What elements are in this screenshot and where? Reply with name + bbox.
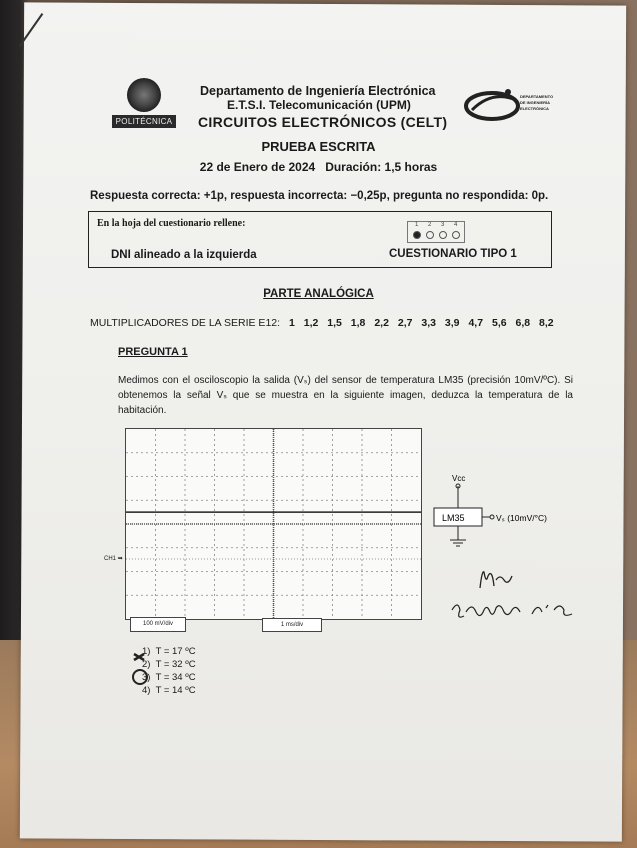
question-text: Medimos con el osciloscopio la salida (Vₛ) del sensor de temperatura LM35 (precisión 10mV/ºC). Si obtenemos la señal Vₛ que se muestra en la siguiente imagen, deduzca la temperatura de la habitación. xyxy=(118,375,573,416)
lm35-circuit xyxy=(428,470,578,555)
answer-bubbles-sample: 1 2 3 4 xyxy=(407,221,465,243)
instructions-label: En la hoja del cuestionario rellene: xyxy=(97,218,246,229)
bubble xyxy=(439,231,447,239)
exam-title: PRUEBA ESCRITA xyxy=(261,139,376,154)
die-text: DEPARTAMENTO DE INGENIERÍA ELECTRÓNICA xyxy=(520,94,554,111)
section-title: PARTE ANALÓGICA xyxy=(263,288,374,300)
option-3[interactable]: 3) T = 34 ºC xyxy=(142,672,196,683)
lm35-label: LM35 xyxy=(442,513,465,523)
bubble xyxy=(452,231,460,239)
bubble xyxy=(426,231,434,239)
bubble-filled xyxy=(413,231,421,239)
upm-logo xyxy=(112,78,176,130)
option-1[interactable]: 1) T = 17 ºC xyxy=(142,646,196,657)
vcc-label: Vcc xyxy=(452,474,466,483)
department-name: Departamento de Ingeniería Electrónica xyxy=(200,84,436,98)
exam-duration: Duración: 1,5 horas xyxy=(325,160,438,174)
time-scale: 1 ms/div xyxy=(262,618,322,632)
dni-instruction: DNI alineado a la izquierda xyxy=(111,249,257,261)
questionnaire-type: CUESTIONARIO TIPO 1 xyxy=(389,248,517,260)
question-title: PREGUNTA 1 xyxy=(118,346,188,358)
logo-left-text: POLITÉCNICA xyxy=(112,115,176,128)
exam-date: 22 de Enero de 2024 xyxy=(199,160,316,174)
die-emblem-icon xyxy=(464,86,524,126)
volt-scale: 100 mV/div xyxy=(130,617,186,632)
e12-series: MULTIPLICADORES DE LA SERIE E12: 1 1,2 1,5 1,8 2,2 2,7 3,3 3,9 4,7 5,6 6,8 8,2 xyxy=(90,317,554,329)
handwritten-calculation xyxy=(450,598,590,624)
option-2[interactable]: 2) T = 32 ºC xyxy=(142,659,196,670)
output-label: Vₛ (10mV/°C) xyxy=(496,513,547,523)
e12-label: MULTIPLICADORES DE LA SERIE E12: xyxy=(90,317,281,329)
school-name: E.T.S.I. Telecomunicación (UPM) xyxy=(227,98,411,112)
oscilloscope-screen xyxy=(125,428,422,620)
instructions-box xyxy=(88,211,552,268)
oscilloscope-grid xyxy=(126,429,421,619)
handwritten-note xyxy=(476,566,516,592)
course-name: CIRCUITOS ELECTRÓNICOS (CELT) xyxy=(198,114,448,130)
scoring-rules: Respuesta correcta: +1p, respuesta incorrecta: −0,25p, pregunta no respondida: 0p. xyxy=(90,190,549,202)
die-logo xyxy=(464,86,584,126)
ch1-marker: CH1 ➡ xyxy=(104,556,123,562)
option-4[interactable]: 4) T = 14 ºC xyxy=(142,685,196,696)
seal-icon xyxy=(127,78,161,112)
exam-date-line xyxy=(0,160,637,174)
